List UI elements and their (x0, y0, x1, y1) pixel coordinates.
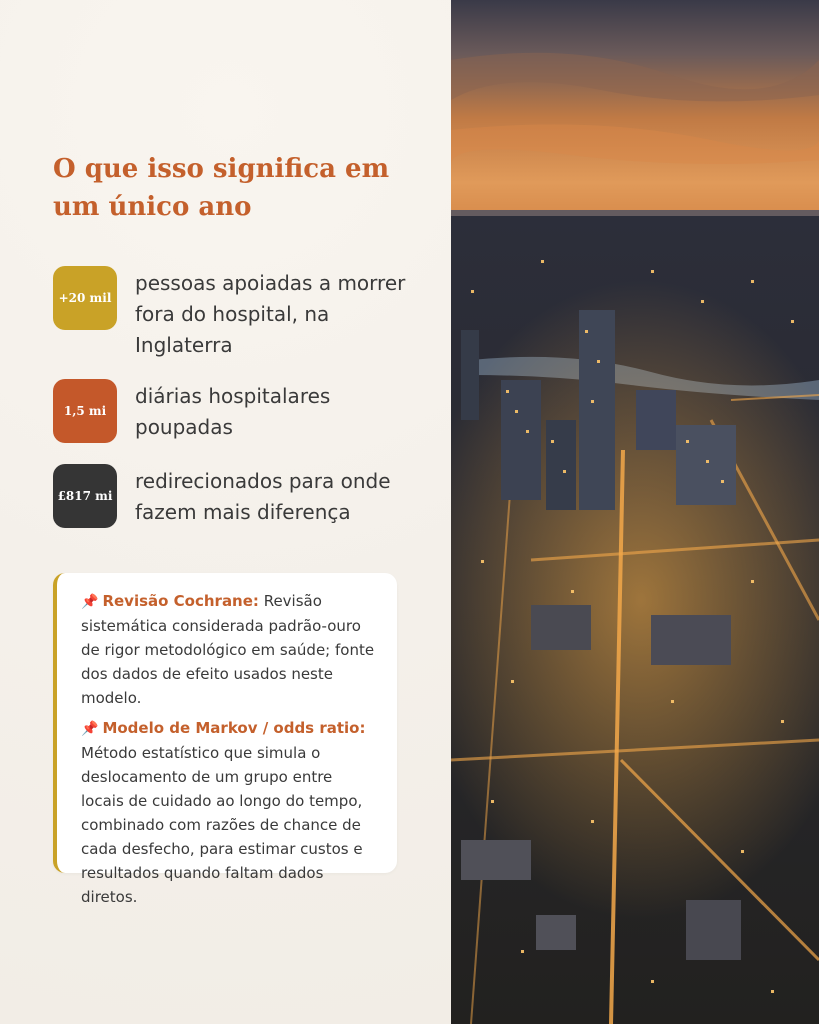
glossary-term: Revisão Cochrane: (102, 592, 259, 610)
glossary-definition: Método estatístico que simula o deslocamento de um grupo entre locais de cuidado ao longo do tempo, combinado com razões de chance de cada desfecho, para estimar custos e resultados quando faltam dados diretos. (81, 744, 363, 906)
glossary-card (53, 573, 397, 906)
stat-badge: 1,5 mi (53, 379, 117, 443)
glossary-item-markov (81, 716, 377, 909)
glossary-item-cochrane (81, 589, 377, 710)
pin-icon: 📌 (81, 594, 99, 610)
stat-description: pessoas apoiadas a morrer fora do hospital, na Inglaterra (135, 271, 406, 357)
pin-icon: 📌 (81, 721, 99, 737)
stat-badge: +20 mil (53, 266, 117, 330)
glossary-definition: Revisão sistemática considerada padrão-ouro de rigor metodológico em saúde; fonte dos dados de efeito usados neste modelo. (81, 592, 375, 707)
page-title: O que isso significa em um único ano (53, 154, 390, 222)
stat-description: redirecionados para onde fazem mais diferença (135, 469, 391, 524)
glossary-term: Modelo de Markov / odds ratio: (102, 719, 366, 737)
stat-badge: £817 mi (53, 464, 117, 528)
stat-description: diárias hospitalares poupadas (135, 384, 331, 439)
city-aerial-photo (451, 0, 819, 1024)
